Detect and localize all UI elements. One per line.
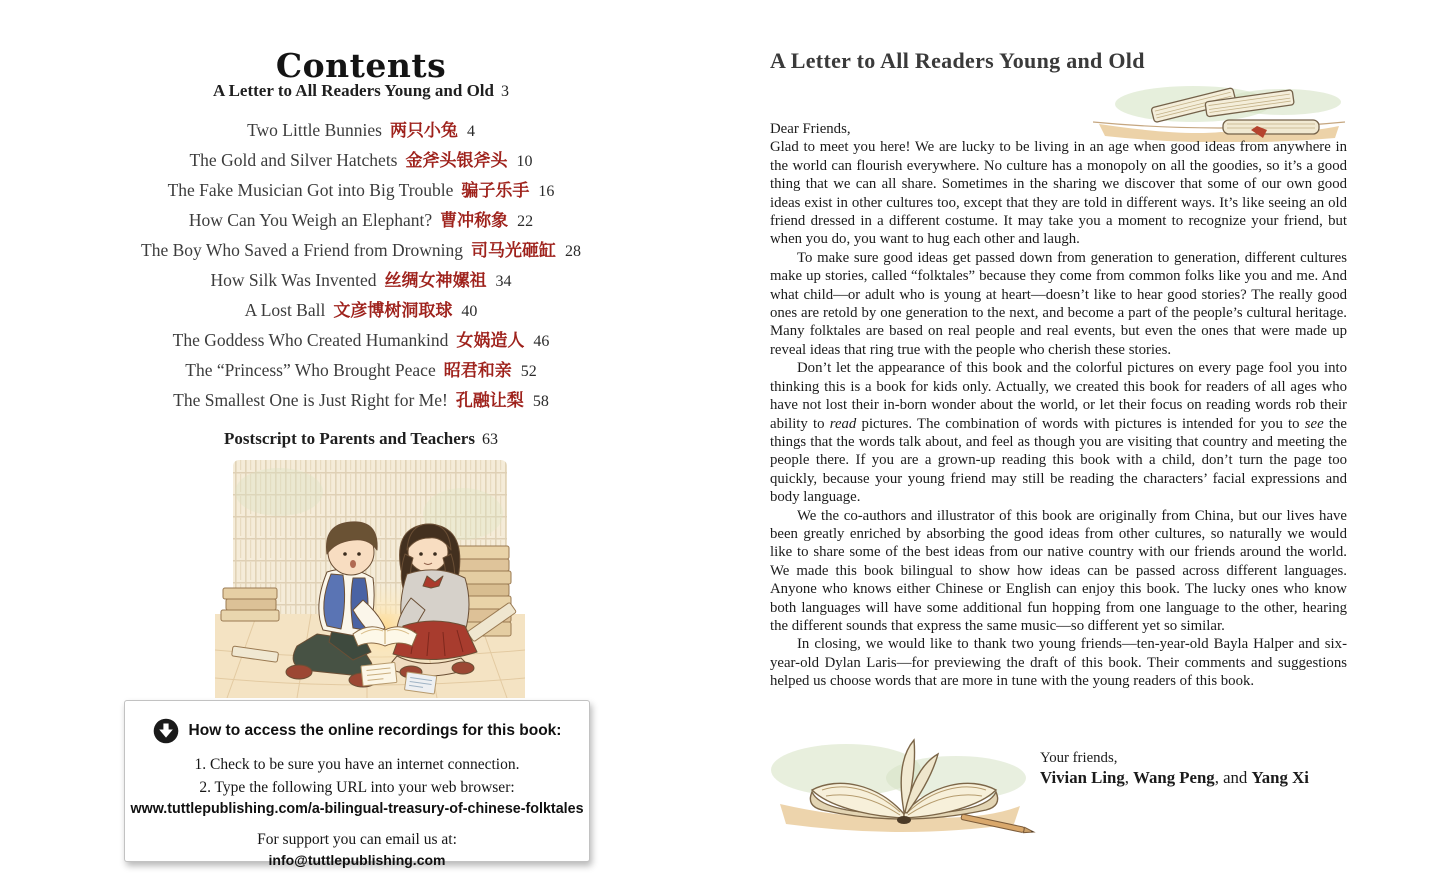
toc-list <box>0 116 722 416</box>
recordings-heading: How to access the online recordings for this book: <box>188 722 562 739</box>
letter-paragraph: Don’t let the appearance of this book and the colorful pictures on every page fool you into thinking this is a book for kids only. Actually, we created this book for readers of all ages who have not lost their in-born wonder about the world, or let their focus on reading words rob their ability to read pictures. The combination of words with pictures is intended for you to see the things that the words talk about, and feel as though you are visiting that country and meeting the people there. If you are a grown-up reading this book with a child, don’t turn the page too quickly, because your young friend may still be reading the characters’ facial expressions and body language. <box>770 360 1347 506</box>
toc-entry-title-zh: 金斧头银斧头 <box>405 151 508 170</box>
letter-paragraph: In closing, we would like to thank two young friends—ten-year-old Bayla Halper and six-year-old Dylan Laris—for previewing the draft of this book. Their comments and suggestions helped us choose words that are more in tune with the young readers of this book. <box>770 636 1347 690</box>
toc-entry-title-zh: 孔融让梨 <box>455 391 524 410</box>
toc-entry-title-zh: 丝绸女神嫘祖 <box>384 271 487 290</box>
toc-entry-title-zh: 文彦博树洞取球 <box>333 301 453 320</box>
toc-entry-page-number: 58 <box>532 393 549 410</box>
toc-entry-page-number: 22 <box>517 213 534 230</box>
toc-entry-title-en: The Smallest One is Just Right for Me! <box>173 390 448 410</box>
toc-entry <box>0 356 722 386</box>
toc-entry <box>0 176 722 206</box>
support-email: info@tuttlepublishing.com <box>268 852 446 868</box>
toc-entry-title-en: How Silk Was Invented <box>210 270 377 290</box>
toc-entry <box>0 296 722 326</box>
toc-entry-title-en: The “Princess” Who Brought Peace <box>185 360 436 380</box>
toc-entry-title-en: The Goddess Who Created Humankind <box>172 330 449 350</box>
letter-paragraph: To make sure good ideas get passed down from generation to generation, different cultures make up stories, called “folktales” because they come from common folks like you and me. And what child—or adult who is young at heart—doesn’t like to hear good stories? The really good ones are retold by one generation to the next, and become a part of the people’s cultural heritage. Many folktales are based on real people and real events, but even the ones that were made up reveal ideas that ring true with the people who cherish these stories. <box>770 249 1347 358</box>
toc-entry <box>0 146 722 176</box>
recordings-step-1: 1. Check to be sure you have an internet connection. <box>194 756 520 773</box>
toc-entry-page-number: 28 <box>564 243 581 260</box>
toc-entry-page-number: 40 <box>461 303 478 320</box>
toc-entry <box>0 236 722 266</box>
toc-entry-title-en: A Lost Ball <box>244 300 326 320</box>
recordings-info-box <box>124 700 590 868</box>
toc-entry <box>0 206 722 236</box>
toc-entry-title-en: The Fake Musician Got into Big Trouble <box>167 180 454 200</box>
closing-names: Vivian Ling, Wang Peng, and Yang Xi <box>1040 768 1309 787</box>
toc-front-page-number: 3 <box>501 83 509 100</box>
toc-entry <box>0 266 722 296</box>
toc-entry-title-en: The Boy Who Saved a Friend from Drowning <box>141 240 463 260</box>
toc-entry-page-number: 10 <box>516 153 533 170</box>
toc-front-matter <box>0 81 722 101</box>
letter-heading: A Letter to All Readers Young and Old <box>770 48 1145 74</box>
open-book-illustration <box>766 718 1036 840</box>
toc-entry-title-en: The Gold and Silver Hatchets <box>189 150 398 170</box>
toc-entry-page-number: 46 <box>533 333 550 350</box>
contents-heading: Contents <box>275 46 447 86</box>
closing-lead: Your friends, <box>1040 750 1118 766</box>
recordings-step-2: 2. Type the following URL into your web browser: <box>199 779 515 796</box>
letter-paragraph: Glad to meet you here! We are lucky to be living in an age when good ideas from anywhere in the world can flourish everywhere. No culture has a monopoly on all the goodies, so it’s a good thing that we can all share. Sometimes in the sharing we discover that some of our own good ideas exist in other cultures too, except that they are told in different ways. It’s like seeing an old friend dressed in a different costume. It may take you a moment to recognize your friend, but when you do, you want to hug each other and laugh. <box>770 139 1347 248</box>
toc-entry-title-zh: 女娲造人 <box>456 331 525 350</box>
toc-entry-title-en: How Can You Weigh an Elephant? <box>188 210 433 230</box>
toc-back-label: Postscript to Parents and Teachers <box>224 429 475 448</box>
toc-front-label: A Letter to All Readers Young and Old <box>213 81 494 100</box>
letter-salutation: Dear Friends, <box>770 121 851 137</box>
toc-entry-page-number: 34 <box>495 273 512 290</box>
toc-entry <box>0 386 722 416</box>
toc-entry-page-number: 16 <box>538 183 555 200</box>
letter-body <box>770 120 1347 691</box>
toc-entry-title-en: Two Little Bunnies <box>247 120 382 140</box>
toc-entry-title-zh: 两只小兔 <box>389 121 458 140</box>
support-label: For support you can email us at: <box>257 831 457 848</box>
download-icon <box>153 718 179 744</box>
toc-entry-page-number: 4 <box>466 123 475 140</box>
toc-entry-title-zh: 司马光砸缸 <box>470 241 556 260</box>
toc-entry-title-zh: 昭君和亲 <box>443 361 512 380</box>
toc-back-page-number: 63 <box>481 431 498 448</box>
toc-entry-title-zh: 骗子乐手 <box>461 181 530 200</box>
toc-entry-title-zh: 曹冲称象 <box>440 211 509 230</box>
letter-closing <box>1040 750 1309 788</box>
toc-entry <box>0 116 722 146</box>
toc-entry-page-number: 52 <box>520 363 537 380</box>
letter-paragraph: We the co-authors and illustrator of this book are originally from China, but our lives have been greatly enriched by absorbing the good ideas from other cultures, so naturally we would like to share some of the best ideas from our native country with our friends around the world. We made this book bilingual to show how ideas can be passed across different languages. Anyone who knows either Chinese or English can enjoy this book. The lucky ones who know both languages will have some additional fun hopping from one language to the other, hearing the different sounds that express the same music—so different yet so similar. <box>770 507 1347 634</box>
letter-paragraphs <box>770 138 1347 690</box>
recordings-url: www.tuttlepublishing.com/a-bilingual-treasury-of-chinese-folktales <box>130 801 584 817</box>
toc-entry <box>0 326 722 356</box>
toc-back-matter <box>0 429 722 449</box>
children-reading-illustration <box>215 450 525 698</box>
